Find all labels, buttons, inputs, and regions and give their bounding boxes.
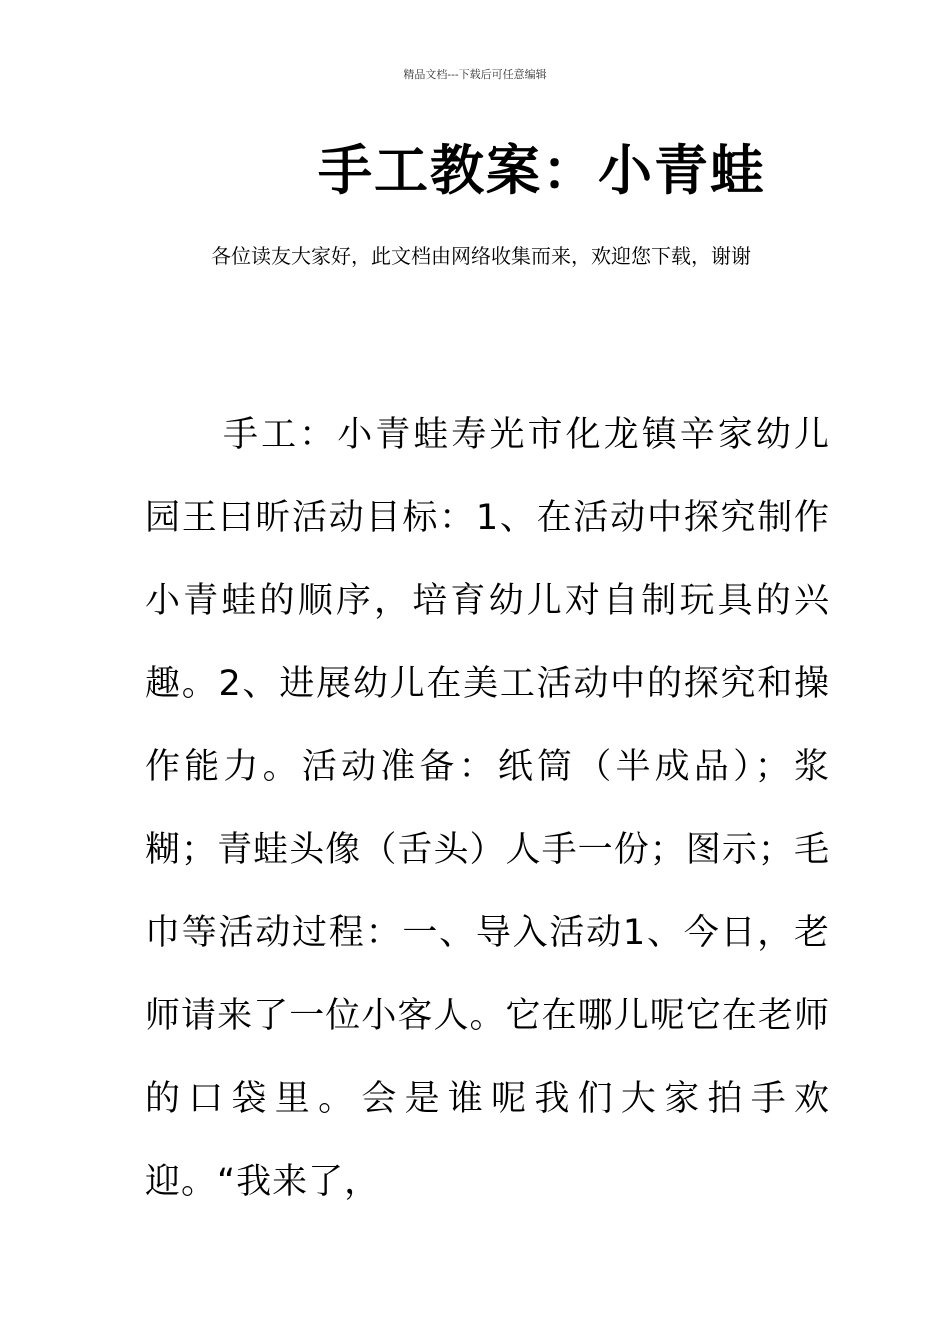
document-title: 手工教案：小青蛙 xyxy=(318,139,766,202)
intro-paragraph: 各位读友大家好，此文档由网络收集而来，欢迎您下载，谢谢 xyxy=(211,244,751,268)
header-note: 精品文档---下载后可任意编辑 xyxy=(403,68,547,81)
body-paragraph: 手工：小青蛙寿光市化龙镇辛家幼儿园王曰昕活动目标：1、在活动中探究制作小青蛙的顺序，培育幼儿对自制玩具的兴趣。2、进展幼儿在美工活动中的探究和操作能力。活动准备：纸筒（半成品）；浆糊；青蛙头像（舌头）人手一份；图示；毛巾等活动过程：一、导入活动1、今日，老师请来了一位小客人。它在哪儿呢它在老师的口袋里。会是谁呢我们大家拍手欢迎。“我来了， xyxy=(145,415,830,1202)
